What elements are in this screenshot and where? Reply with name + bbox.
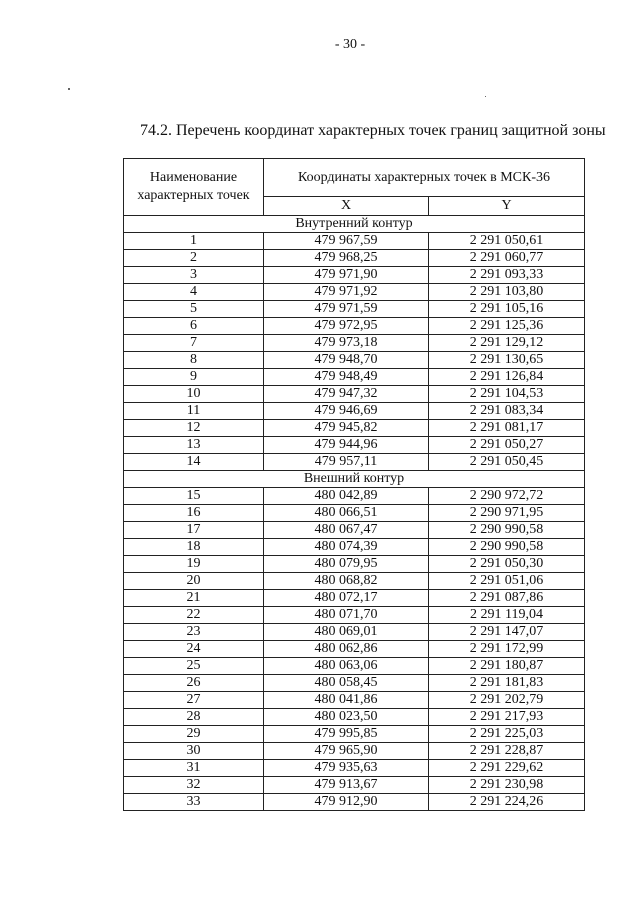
x-coordinate-cell: 480 023,50 [264, 709, 429, 726]
x-coordinate-cell: 479 957,11 [264, 454, 429, 471]
section-title: Внутренний контур [124, 216, 585, 233]
y-coordinate-cell: 2 291 130,65 [429, 352, 585, 369]
y-coordinate-cell: 2 291 228,87 [429, 743, 585, 760]
x-coordinate-cell: 479 968,25 [264, 250, 429, 267]
point-number-cell: 25 [124, 658, 264, 675]
table-row [124, 233, 585, 250]
table-row [124, 250, 585, 267]
y-coordinate-cell: 2 291 224,26 [429, 794, 585, 811]
table-row [124, 709, 585, 726]
point-number-cell: 16 [124, 505, 264, 522]
table-row [124, 607, 585, 624]
table-row [124, 692, 585, 709]
y-coordinate-cell: 2 291 202,79 [429, 692, 585, 709]
y-coordinate-cell: 2 291 119,04 [429, 607, 585, 624]
x-coordinate-cell: 479 995,85 [264, 726, 429, 743]
x-coordinate-cell: 479 971,92 [264, 284, 429, 301]
y-coordinate-cell: 2 291 125,36 [429, 318, 585, 335]
x-coordinate-cell: 480 071,70 [264, 607, 429, 624]
y-coordinate-cell: 2 290 971,95 [429, 505, 585, 522]
point-number-cell: 27 [124, 692, 264, 709]
x-coordinate-cell: 479 972,95 [264, 318, 429, 335]
point-number-cell: 21 [124, 590, 264, 607]
y-coordinate-cell: 2 291 083,34 [429, 403, 585, 420]
x-coordinate-cell: 479 944,96 [264, 437, 429, 454]
y-coordinate-cell: 2 291 147,07 [429, 624, 585, 641]
table-row [124, 658, 585, 675]
x-coordinate-cell: 479 945,82 [264, 420, 429, 437]
table-body [124, 216, 585, 811]
column-header-coordinates: Координаты характерных точек в МСК-36 [264, 159, 585, 197]
y-coordinate-cell: 2 291 104,53 [429, 386, 585, 403]
point-number-cell: 4 [124, 284, 264, 301]
x-coordinate-cell: 479 967,59 [264, 233, 429, 250]
x-coordinate-cell: 480 063,06 [264, 658, 429, 675]
table-header [124, 159, 585, 216]
point-number-cell: 22 [124, 607, 264, 624]
column-header-name: Наименование характерных точек [124, 159, 264, 216]
table-row [124, 301, 585, 318]
point-number-cell: 20 [124, 573, 264, 590]
table-row [124, 369, 585, 386]
y-coordinate-cell: 2 291 126,84 [429, 369, 585, 386]
x-coordinate-cell: 479 973,18 [264, 335, 429, 352]
y-coordinate-cell: 2 291 051,06 [429, 573, 585, 590]
y-coordinate-cell: 2 291 225,03 [429, 726, 585, 743]
table-row [124, 420, 585, 437]
table-row [124, 488, 585, 505]
y-coordinate-cell: 2 290 990,58 [429, 539, 585, 556]
point-number-cell: 14 [124, 454, 264, 471]
coordinates-table [123, 158, 585, 811]
point-number-cell: 13 [124, 437, 264, 454]
y-coordinate-cell: 2 291 180,87 [429, 658, 585, 675]
point-number-cell: 10 [124, 386, 264, 403]
section-row [124, 471, 585, 488]
page-number: - 30 - [334, 37, 366, 52]
point-number-cell: 26 [124, 675, 264, 692]
x-coordinate-cell: 480 067,47 [264, 522, 429, 539]
column-header-y: Y [429, 197, 585, 216]
column-header-x: X [264, 197, 429, 216]
point-number-cell: 24 [124, 641, 264, 658]
y-coordinate-cell: 2 291 050,45 [429, 454, 585, 471]
x-coordinate-cell: 479 946,69 [264, 403, 429, 420]
point-number-cell: 23 [124, 624, 264, 641]
x-coordinate-cell: 479 971,59 [264, 301, 429, 318]
point-number-cell: 2 [124, 250, 264, 267]
x-coordinate-cell: 480 074,39 [264, 539, 429, 556]
table-row [124, 794, 585, 811]
table-row [124, 675, 585, 692]
table-row [124, 777, 585, 794]
x-coordinate-cell: 479 948,49 [264, 369, 429, 386]
point-number-cell: 29 [124, 726, 264, 743]
y-coordinate-cell: 2 290 990,58 [429, 522, 585, 539]
point-number-cell: 19 [124, 556, 264, 573]
point-number-cell: 33 [124, 794, 264, 811]
y-coordinate-cell: 2 291 081,17 [429, 420, 585, 437]
x-coordinate-cell: 480 041,86 [264, 692, 429, 709]
table-row [124, 318, 585, 335]
point-number-cell: 17 [124, 522, 264, 539]
y-coordinate-cell: 2 291 060,77 [429, 250, 585, 267]
x-coordinate-cell: 480 062,86 [264, 641, 429, 658]
page-heading: 74.2. Перечень координат характерных точек границ защитной зоны [140, 122, 606, 139]
y-coordinate-cell: 2 291 217,93 [429, 709, 585, 726]
point-number-cell: 28 [124, 709, 264, 726]
point-number-cell: 30 [124, 743, 264, 760]
point-number-cell: 7 [124, 335, 264, 352]
y-coordinate-cell: 2 291 172,99 [429, 641, 585, 658]
y-coordinate-cell: 2 290 972,72 [429, 488, 585, 505]
table-row [124, 539, 585, 556]
table-row [124, 267, 585, 284]
y-coordinate-cell: 2 291 229,62 [429, 760, 585, 777]
scan-speck [485, 96, 486, 97]
y-coordinate-cell: 2 291 105,16 [429, 301, 585, 318]
x-coordinate-cell: 479 947,32 [264, 386, 429, 403]
point-number-cell: 11 [124, 403, 264, 420]
y-coordinate-cell: 2 291 181,83 [429, 675, 585, 692]
scan-speck [68, 88, 70, 90]
table-row [124, 403, 585, 420]
x-coordinate-cell: 480 042,89 [264, 488, 429, 505]
table-row [124, 437, 585, 454]
section-row [124, 216, 585, 233]
x-coordinate-cell: 480 069,01 [264, 624, 429, 641]
x-coordinate-cell: 479 965,90 [264, 743, 429, 760]
table-row [124, 386, 585, 403]
x-coordinate-cell: 479 971,90 [264, 267, 429, 284]
point-number-cell: 31 [124, 760, 264, 777]
y-coordinate-cell: 2 291 230,98 [429, 777, 585, 794]
point-number-cell: 9 [124, 369, 264, 386]
x-coordinate-cell: 480 068,82 [264, 573, 429, 590]
point-number-cell: 15 [124, 488, 264, 505]
x-coordinate-cell: 480 079,95 [264, 556, 429, 573]
point-number-cell: 1 [124, 233, 264, 250]
point-number-cell: 6 [124, 318, 264, 335]
table-row [124, 760, 585, 777]
y-coordinate-cell: 2 291 093,33 [429, 267, 585, 284]
table-row [124, 284, 585, 301]
table-row [124, 743, 585, 760]
y-coordinate-cell: 2 291 050,30 [429, 556, 585, 573]
x-coordinate-cell: 479 912,90 [264, 794, 429, 811]
y-coordinate-cell: 2 291 050,61 [429, 233, 585, 250]
point-number-cell: 32 [124, 777, 264, 794]
table-row [124, 454, 585, 471]
x-coordinate-cell: 479 948,70 [264, 352, 429, 369]
y-coordinate-cell: 2 291 050,27 [429, 437, 585, 454]
table-row [124, 590, 585, 607]
point-number-cell: 12 [124, 420, 264, 437]
table-row [124, 624, 585, 641]
y-coordinate-cell: 2 291 103,80 [429, 284, 585, 301]
x-coordinate-cell: 480 058,45 [264, 675, 429, 692]
x-coordinate-cell: 480 066,51 [264, 505, 429, 522]
table-row [124, 641, 585, 658]
y-coordinate-cell: 2 291 129,12 [429, 335, 585, 352]
point-number-cell: 5 [124, 301, 264, 318]
x-coordinate-cell: 480 072,17 [264, 590, 429, 607]
table-row [124, 335, 585, 352]
point-number-cell: 18 [124, 539, 264, 556]
y-coordinate-cell: 2 291 087,86 [429, 590, 585, 607]
x-coordinate-cell: 479 935,63 [264, 760, 429, 777]
point-number-cell: 3 [124, 267, 264, 284]
table-row [124, 726, 585, 743]
table-row [124, 573, 585, 590]
section-title: Внешний контур [124, 471, 585, 488]
table-row [124, 556, 585, 573]
table-row [124, 522, 585, 539]
x-coordinate-cell: 479 913,67 [264, 777, 429, 794]
point-number-cell: 8 [124, 352, 264, 369]
table-row [124, 352, 585, 369]
table-row [124, 505, 585, 522]
